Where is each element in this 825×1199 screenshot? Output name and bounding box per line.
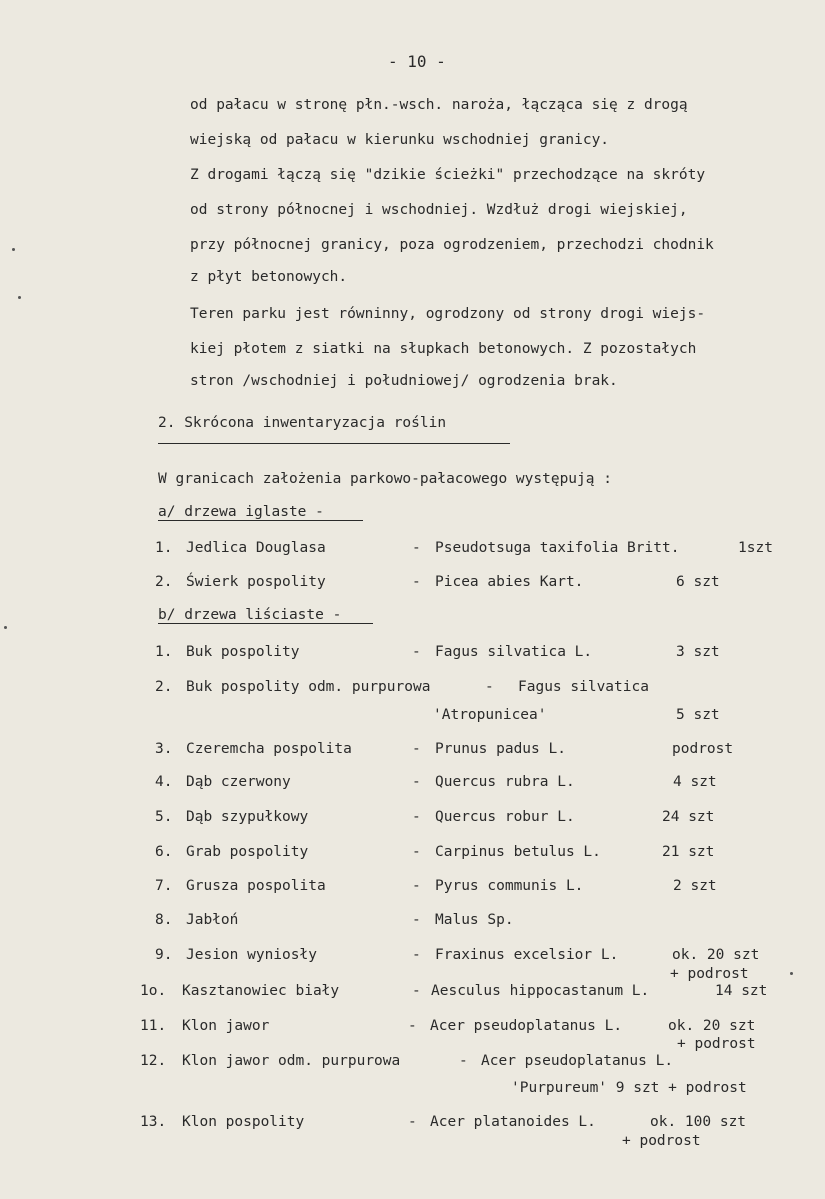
item-number: 8. (155, 912, 173, 928)
text-line: od strony północnej i wschodniej. Wzdłuż drogi wiejskiej, (190, 202, 688, 218)
section-intro: W granicach założenia parkowo-pałacowego występują : (158, 471, 612, 487)
item-name: Buk pospolity odm. purpurowa (186, 679, 431, 695)
item-name: Jedlica Douglasa (186, 540, 326, 556)
item-count: podrost (672, 741, 734, 757)
item-count: 4 szt (673, 774, 717, 790)
scan-speck (790, 972, 793, 975)
item-dash: - (412, 983, 421, 999)
scan-speck (12, 248, 15, 251)
item-dash: - (412, 809, 421, 825)
item-number: 12. (140, 1053, 167, 1069)
item-name: Jesion wyniosły (186, 947, 317, 963)
item-number: 4. (155, 774, 173, 790)
text-line: Z drogami łączą się "dzikie ścieżki" przechodzące na skróty (190, 167, 706, 183)
text-line: Teren parku jest równinny, ogrodzony od strony drogi wiejs- (190, 306, 706, 322)
item-latin: Quercus rubra L. (435, 774, 575, 790)
item-latin: Acer pseudoplatanus L. (481, 1053, 674, 1069)
item-name: Kasztanowiec biały (182, 983, 340, 999)
item-latin: Pseudotsuga taxifolia Britt. (435, 540, 680, 556)
item-number: 1. (155, 644, 173, 660)
item-name: Klon jawor (182, 1018, 270, 1034)
item-latin-cultivar: 'Purpureum' 9 szt + podrost (511, 1080, 747, 1096)
item-count: 1szt (738, 540, 773, 556)
group-heading-conifers: a/ drzewa iglaste - (158, 504, 324, 520)
item-count: 3 szt (676, 644, 720, 660)
item-count: 6 szt (676, 574, 720, 590)
item-number: 13. (140, 1114, 167, 1130)
group-heading-deciduous: b/ drzewa liściaste - (158, 607, 342, 623)
item-dash: - (412, 574, 421, 590)
group-underline (158, 623, 373, 624)
text-line: od pałacu w stronę płn.-wsch. naroża, łącząca się z drogą (190, 97, 688, 113)
item-count: 21 szt (662, 844, 715, 860)
item-name: Czeremcha pospolita (186, 741, 352, 757)
item-latin: Picea abies Kart. (435, 574, 584, 590)
item-dash: - (412, 912, 421, 928)
text-line: przy północnej granicy, poza ogrodzeniem, przechodzi chodnik (190, 237, 714, 253)
item-name: Klon jawor odm. purpurowa (182, 1053, 401, 1069)
heading-underline (158, 443, 510, 444)
item-latin: Pyrus communis L. (435, 878, 584, 894)
item-latin: Acer platanoides L. (430, 1114, 596, 1130)
item-count: 24 szt (662, 809, 715, 825)
item-count: 14 szt (715, 983, 768, 999)
section-heading: 2. Skrócona inwentaryzacja roślin (158, 415, 447, 431)
item-number: 3. (155, 741, 173, 757)
item-latin: Quercus robur L. (435, 809, 575, 825)
item-dash: - (408, 1114, 417, 1130)
scan-speck (4, 626, 7, 629)
item-latin: Aesculus hippocastanum L. (431, 983, 650, 999)
item-dash: - (412, 844, 421, 860)
item-number: 11. (140, 1018, 167, 1034)
item-latin: Acer pseudoplatanus L. (430, 1018, 623, 1034)
item-count: ok. 100 szt (650, 1114, 747, 1130)
item-number: 6. (155, 844, 173, 860)
item-name: Dąb szypułkowy (186, 809, 309, 825)
group-underline (158, 520, 363, 521)
item-latin: Fraxinus excelsior L. (435, 947, 619, 963)
item-extra: + podrost (670, 966, 749, 982)
text-line: stron /wschodniej i południowej/ ogrodzenia brak. (190, 373, 618, 389)
item-count: 2 szt (673, 878, 717, 894)
item-dash: - (412, 741, 421, 757)
item-dash: - (408, 1018, 417, 1034)
item-number: 5. (155, 809, 173, 825)
item-count: 5 szt (676, 707, 720, 723)
item-name: Klon pospolity (182, 1114, 305, 1130)
item-latin: Fagus silvatica L. (435, 644, 593, 660)
item-number: 1o. (140, 983, 167, 999)
item-number: 2. (155, 679, 173, 695)
item-name: Jabłoń (186, 912, 239, 928)
item-dash: - (412, 540, 421, 556)
item-latin: Carpinus betulus L. (435, 844, 601, 860)
item-extra: + podrost (622, 1133, 701, 1149)
item-count: ok. 20 szt (668, 1018, 756, 1034)
item-dash: - (412, 774, 421, 790)
item-dash: - (412, 644, 421, 660)
page-number: - 10 - (388, 52, 446, 71)
item-dash: - (412, 878, 421, 894)
scan-speck (18, 296, 21, 299)
item-name: Dąb czerwony (186, 774, 291, 790)
text-line: z płyt betonowych. (190, 269, 348, 285)
item-number: 7. (155, 878, 173, 894)
item-latin: Fagus silvatica (518, 679, 649, 695)
item-count: ok. 20 szt (672, 947, 760, 963)
item-number: 9. (155, 947, 173, 963)
item-extra: + podrost (677, 1036, 756, 1052)
item-latin: Malus Sp. (435, 912, 514, 928)
item-dash: - (459, 1053, 468, 1069)
item-name: Grab pospolity (186, 844, 309, 860)
item-latin-cultivar: 'Atropunicea' (433, 707, 547, 723)
text-line: wiejską od pałacu w kierunku wschodniej granicy. (190, 132, 610, 148)
text-line: kiej płotem z siatki na słupkach betonowych. Z pozostałych (190, 341, 697, 357)
item-latin: Prunus padus L. (435, 741, 566, 757)
item-number: 2. (155, 574, 173, 590)
item-number: 1. (155, 540, 173, 556)
item-name: Buk pospolity (186, 644, 300, 660)
item-name: Świerk pospolity (186, 574, 326, 590)
item-name: Grusza pospolita (186, 878, 326, 894)
item-dash: - (412, 947, 421, 963)
item-dash: - (485, 679, 494, 695)
